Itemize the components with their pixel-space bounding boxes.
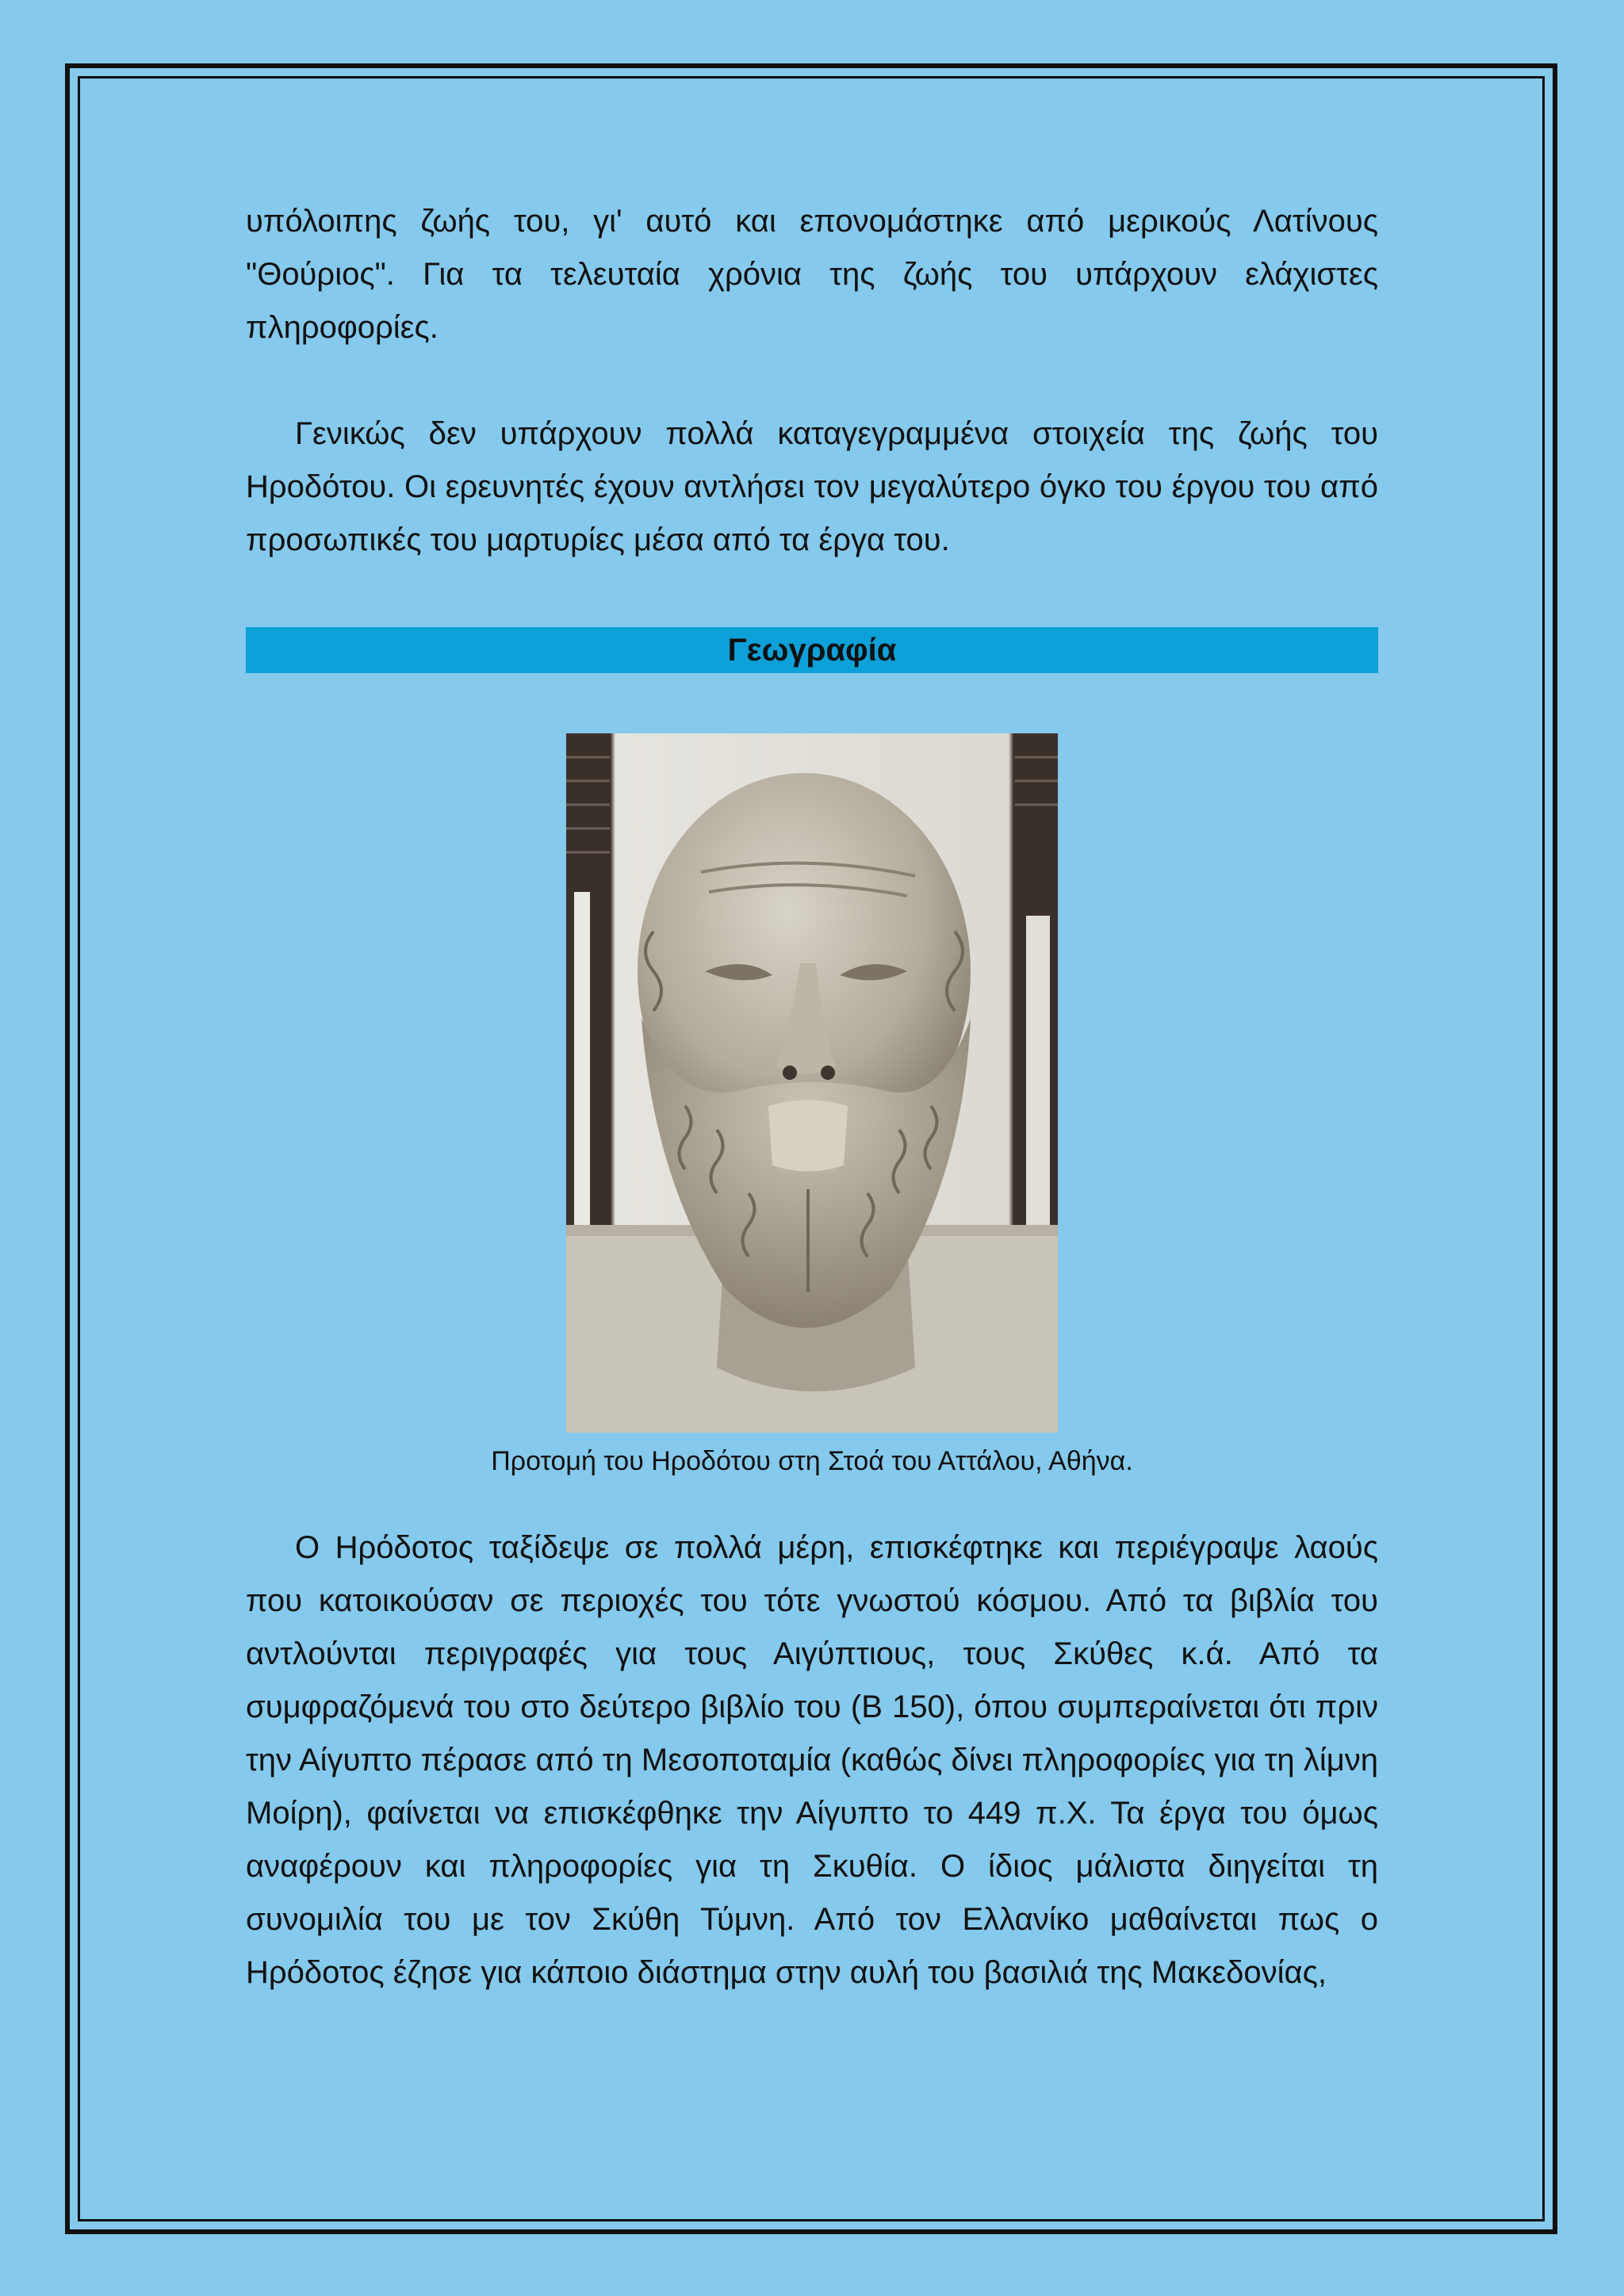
document-body xyxy=(246,195,1378,1999)
herodotus-bust-picture xyxy=(566,733,1058,1433)
figure-caption: Προτομή του Ηροδότου στη Στοά του Αττάλου, Αθήνα. xyxy=(491,1446,1133,1476)
paragraph-geography: Ο Ηρόδοτος ταξίδεψε σε πολλά μέρη, επισκέφτηκε και περιέγραψε λαούς που κατοικούσαν σε περιοχές του τότε γνωστού κόσμου. Από τα βιβλία του αντλούνται περιγραφές για τους Αιγύπτιους, τους Σκύθες κ.ά. Από τα συμφραζόμενά του στο δεύτερο βιβλίο του (Β 150), όπου συμπεραίνεται ότι πριν την Αίγυπτο πέρασε από τη Μεσοποταμία (καθώς δίνει πληροφορίες για τη λίμνη Μοίρη), φαίνεται να επισκέφθηκε την Αίγυπτο το 449 π.Χ. Τα έργα του όμως αναφέρουν και πληροφορίες για τη Σκυθία. Ο ίδιος μάλιστα διηγείται τη συνομιλία του με τον Σκύθη Τύμνη. Από τον Ελλανίκο μαθαίνεται πως ο Ηρόδοτος έζησε για κάποιο διάστημα στην αυλή του βασιλιά της Μακεδονίας, xyxy=(246,1530,1378,1990)
paragraph-life-info: Γενικώς δεν υπάρχουν πολλά καταγεγραμμένα στοιχεία της ζωής του Ηροδότου. Οι ερευνητές έχουν αντλήσει τον μεγαλύτερο όγκο του έργου του από προσωπικές του μαρτυρίες μέσα από τα έργα του. xyxy=(246,416,1378,557)
bust-image xyxy=(566,733,1058,1433)
paragraph-continuation: υπόλοιπης ζωής του, γι' αυτό και επονομάστηκε από μερικούς Λατίνους "Θούριος". Για τα τελευταία χρόνια της ζωής του υπάρχουν ελάχιστες πληροφορίες. xyxy=(246,204,1378,345)
section-heading: Γεωγραφία xyxy=(246,627,1378,673)
